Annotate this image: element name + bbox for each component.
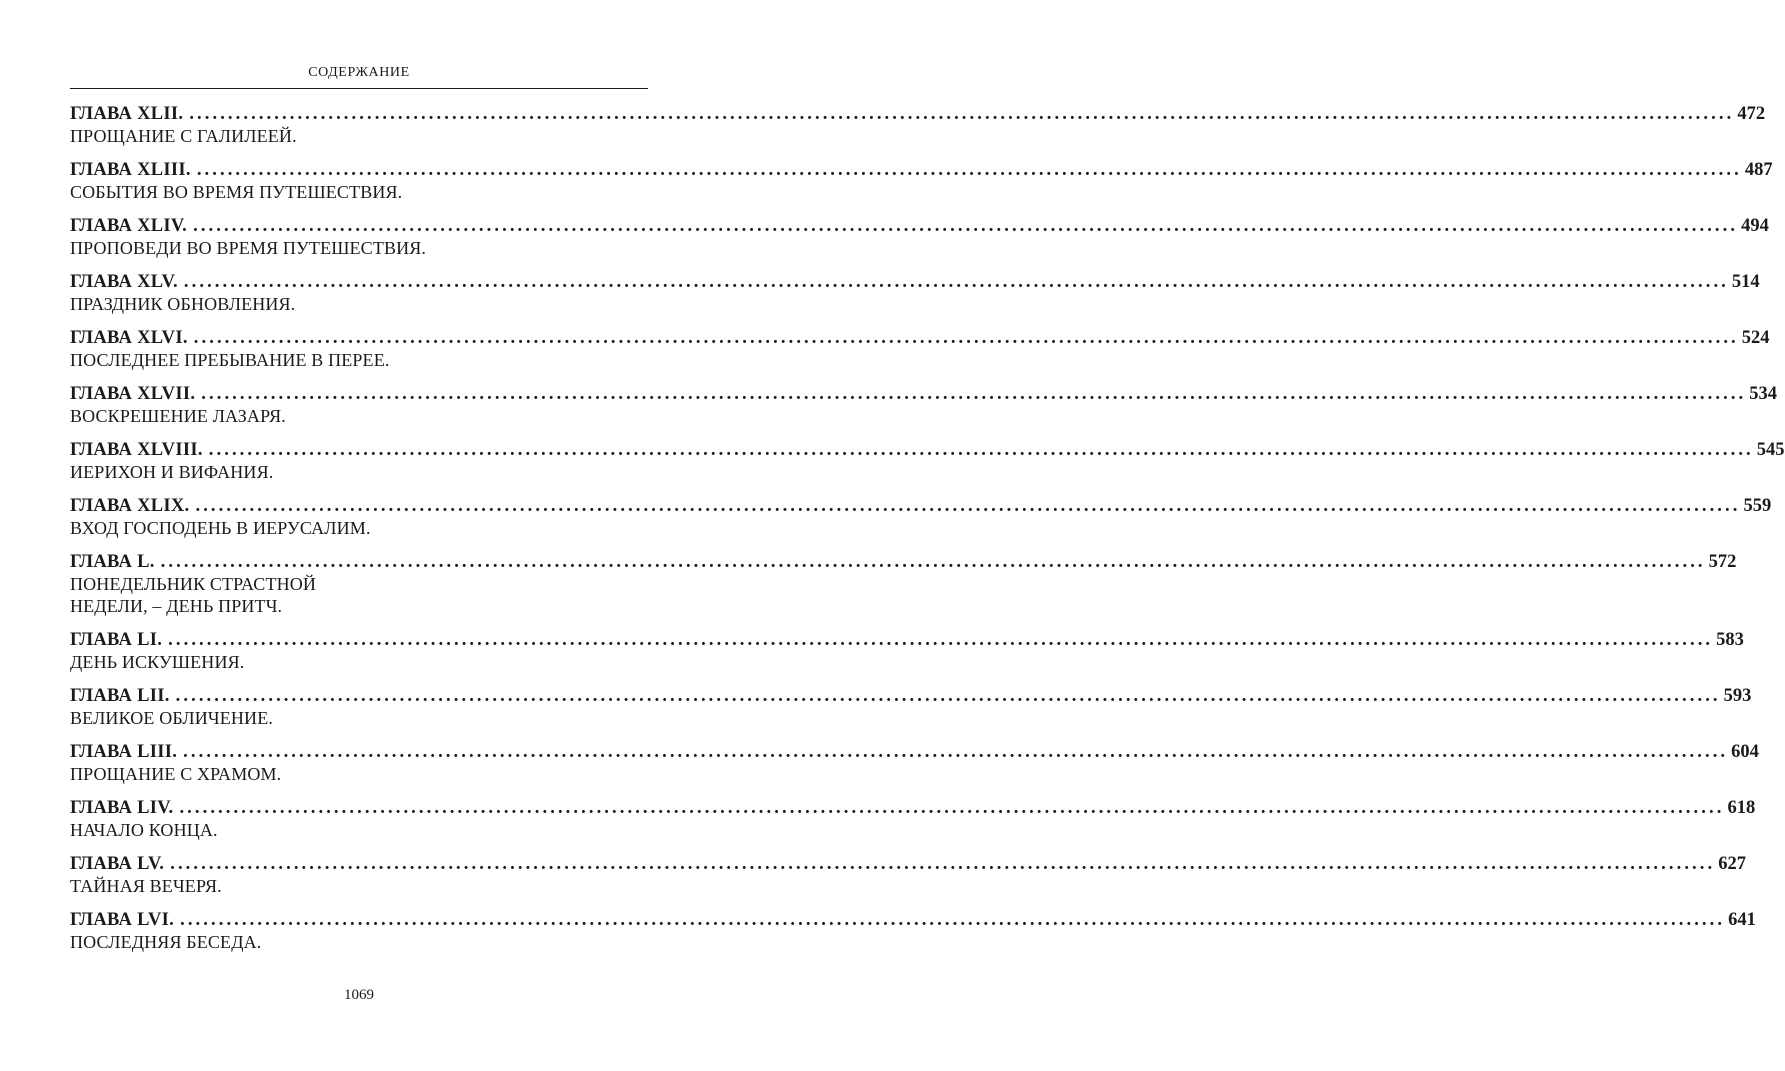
- dot-leader: ........................................................................................................................................................................................................: [195, 496, 1741, 516]
- page-reference: 514: [1731, 272, 1760, 292]
- page-reference: 572: [1708, 552, 1737, 572]
- dot-leader: ........................................................................................................................................................................................................: [201, 384, 1747, 404]
- toc-entry: [70, 629, 1744, 673]
- toc-entry-heading: [70, 909, 1756, 931]
- page-reference: 627: [1718, 854, 1746, 874]
- chapter-title: ПРОЩАНИЕ С ХРАМОМ.: [70, 764, 282, 784]
- chapter-label: ГЛАВА XLIX.: [70, 496, 190, 516]
- chapter-title: ПОСЛЕДНЯЯ БЕСЕДА.: [70, 932, 262, 952]
- toc-entry-heading: [70, 103, 1766, 125]
- page-reference: 534: [1749, 384, 1778, 404]
- chapter-label: ГЛАВА XLV.: [70, 272, 178, 292]
- dot-leader: ........................................................................................................................................................................................................: [160, 552, 1706, 572]
- chapter-title: НАЧАЛО КОНЦА.: [70, 820, 218, 840]
- toc-entry: [70, 495, 1772, 539]
- chapter-title: ТАЙНАЯ ВЕЧЕРЯ.: [70, 876, 222, 896]
- toc-entry: [70, 797, 1756, 841]
- header-rule: [70, 88, 648, 89]
- page-reference: 593: [1723, 686, 1752, 706]
- toc-entry-heading: [70, 797, 1756, 819]
- page-reference: 494: [1741, 216, 1769, 236]
- page-reference: 472: [1737, 104, 1766, 124]
- toc-entry-heading: [70, 215, 1769, 237]
- chapter-label: ГЛАВА XLVII.: [70, 384, 196, 404]
- dot-leader: ........................................................................................................................................................................................................: [193, 328, 1739, 348]
- chapter-label: ГЛАВА L.: [70, 552, 155, 572]
- toc-entry-heading: [70, 629, 1744, 651]
- chapter-title: ВЕЛИКОЕ ОБЛИЧЕНИЕ.: [70, 708, 274, 728]
- toc-entry-heading: [70, 853, 1746, 875]
- dot-leader: ........................................................................................................................................................................................................: [183, 272, 1729, 292]
- running-header: СОДЕРЖАНИЕ: [308, 65, 410, 80]
- chapter-title: ПОСЛЕДНЕЕ ПРЕБЫВАНИЕ В ПЕРЕЕ.: [70, 350, 390, 370]
- chapter-label: ГЛАВА LII.: [70, 686, 170, 706]
- toc-entry-heading: [70, 551, 1737, 573]
- chapter-title: ПРОЩАНИЕ С ГАЛИЛЕЕЙ.: [70, 126, 297, 146]
- toc-entry-heading: [70, 439, 1785, 461]
- chapter-title: ПРАЗДНИК ОБНОВЛЕНИЯ.: [70, 294, 296, 314]
- table-of-contents: [70, 103, 1785, 965]
- chapter-label: ГЛАВА XLII.: [70, 104, 184, 124]
- chapter-label: ГЛАВА XLIV.: [70, 216, 188, 236]
- page-number: 1069: [344, 987, 374, 1003]
- toc-entry: [70, 439, 1785, 483]
- toc-entry-heading: [70, 495, 1772, 517]
- toc-entry: [70, 215, 1769, 259]
- toc-entry: [70, 159, 1773, 203]
- toc-entry: [70, 685, 1752, 729]
- chapter-label: ГЛАВА XLVIII.: [70, 440, 203, 460]
- dot-leader: ........................................................................................................................................................................................................: [170, 854, 1716, 874]
- dot-leader: ........................................................................................................................................................................................................: [168, 630, 1714, 650]
- page-reference: 559: [1743, 496, 1772, 516]
- toc-entry: [70, 103, 1766, 147]
- dot-leader: ........................................................................................................................................................................................................: [179, 798, 1725, 818]
- toc-entry: [70, 551, 1737, 617]
- dot-leader: ........................................................................................................................................................................................................: [193, 216, 1739, 236]
- chapter-label: ГЛАВА LIII.: [70, 742, 178, 762]
- toc-entry-heading: [70, 159, 1773, 181]
- toc-entry-heading: [70, 383, 1778, 405]
- chapter-title: ИЕРИХОН И ВИФАНИЯ.: [70, 462, 274, 482]
- dot-leader: ........................................................................................................................................................................................................: [196, 160, 1742, 180]
- page-reference: 545: [1756, 440, 1785, 460]
- toc-entry-heading: [70, 741, 1759, 763]
- toc-entry-heading: [70, 271, 1760, 293]
- page-reference: 604: [1731, 742, 1759, 762]
- toc-entry: [70, 909, 1756, 953]
- chapter-label: ГЛАВА LVI.: [70, 910, 175, 930]
- toc-entry: [70, 853, 1746, 897]
- chapter-title: СОБЫТИЯ ВО ВРЕМЯ ПУТЕШЕСТВИЯ.: [70, 182, 403, 202]
- page-reference: 487: [1744, 160, 1773, 180]
- toc-entry-heading: [70, 327, 1770, 349]
- toc-entry: [70, 271, 1760, 315]
- page-reference: 618: [1727, 798, 1756, 818]
- chapter-title: ВОСКРЕШЕНИЕ ЛАЗАРЯ.: [70, 406, 286, 426]
- chapter-label: ГЛАВА LIV.: [70, 798, 174, 818]
- chapter-label: ГЛАВА LV.: [70, 854, 165, 874]
- toc-entry: [70, 741, 1759, 785]
- toc-entry: [70, 327, 1770, 371]
- dot-leader: ........................................................................................................................................................................................................: [180, 910, 1726, 930]
- page-reference: 524: [1741, 328, 1770, 348]
- page-reference: 641: [1728, 910, 1756, 930]
- chapter-title: ДЕНЬ ИСКУШЕНИЯ.: [70, 652, 245, 672]
- dot-leader: ........................................................................................................................................................................................................: [208, 440, 1754, 460]
- chapter-label: ГЛАВА LI.: [70, 630, 163, 650]
- chapter-title: ПОНЕДЕЛЬНИК СТРАСТНОЙ НЕДЕЛИ, – ДЕНЬ ПРИТЧ.: [70, 574, 317, 616]
- chapter-title: ПРОПОВЕДИ ВО ВРЕМЯ ПУТЕШЕСТВИЯ.: [70, 238, 427, 258]
- dot-leader: ........................................................................................................................................................................................................: [189, 104, 1735, 124]
- page-reference: 583: [1716, 630, 1744, 650]
- chapter-label: ГЛАВА XLVI.: [70, 328, 188, 348]
- toc-entry: [70, 383, 1778, 427]
- toc-entry-heading: [70, 685, 1752, 707]
- chapter-title: ВХОД ГОСПОДЕНЬ В ИЕРУСАЛИМ.: [70, 518, 371, 538]
- dot-leader: ........................................................................................................................................................................................................: [175, 686, 1721, 706]
- dot-leader: ........................................................................................................................................................................................................: [183, 742, 1729, 762]
- chapter-label: ГЛАВА XLIII.: [70, 160, 191, 180]
